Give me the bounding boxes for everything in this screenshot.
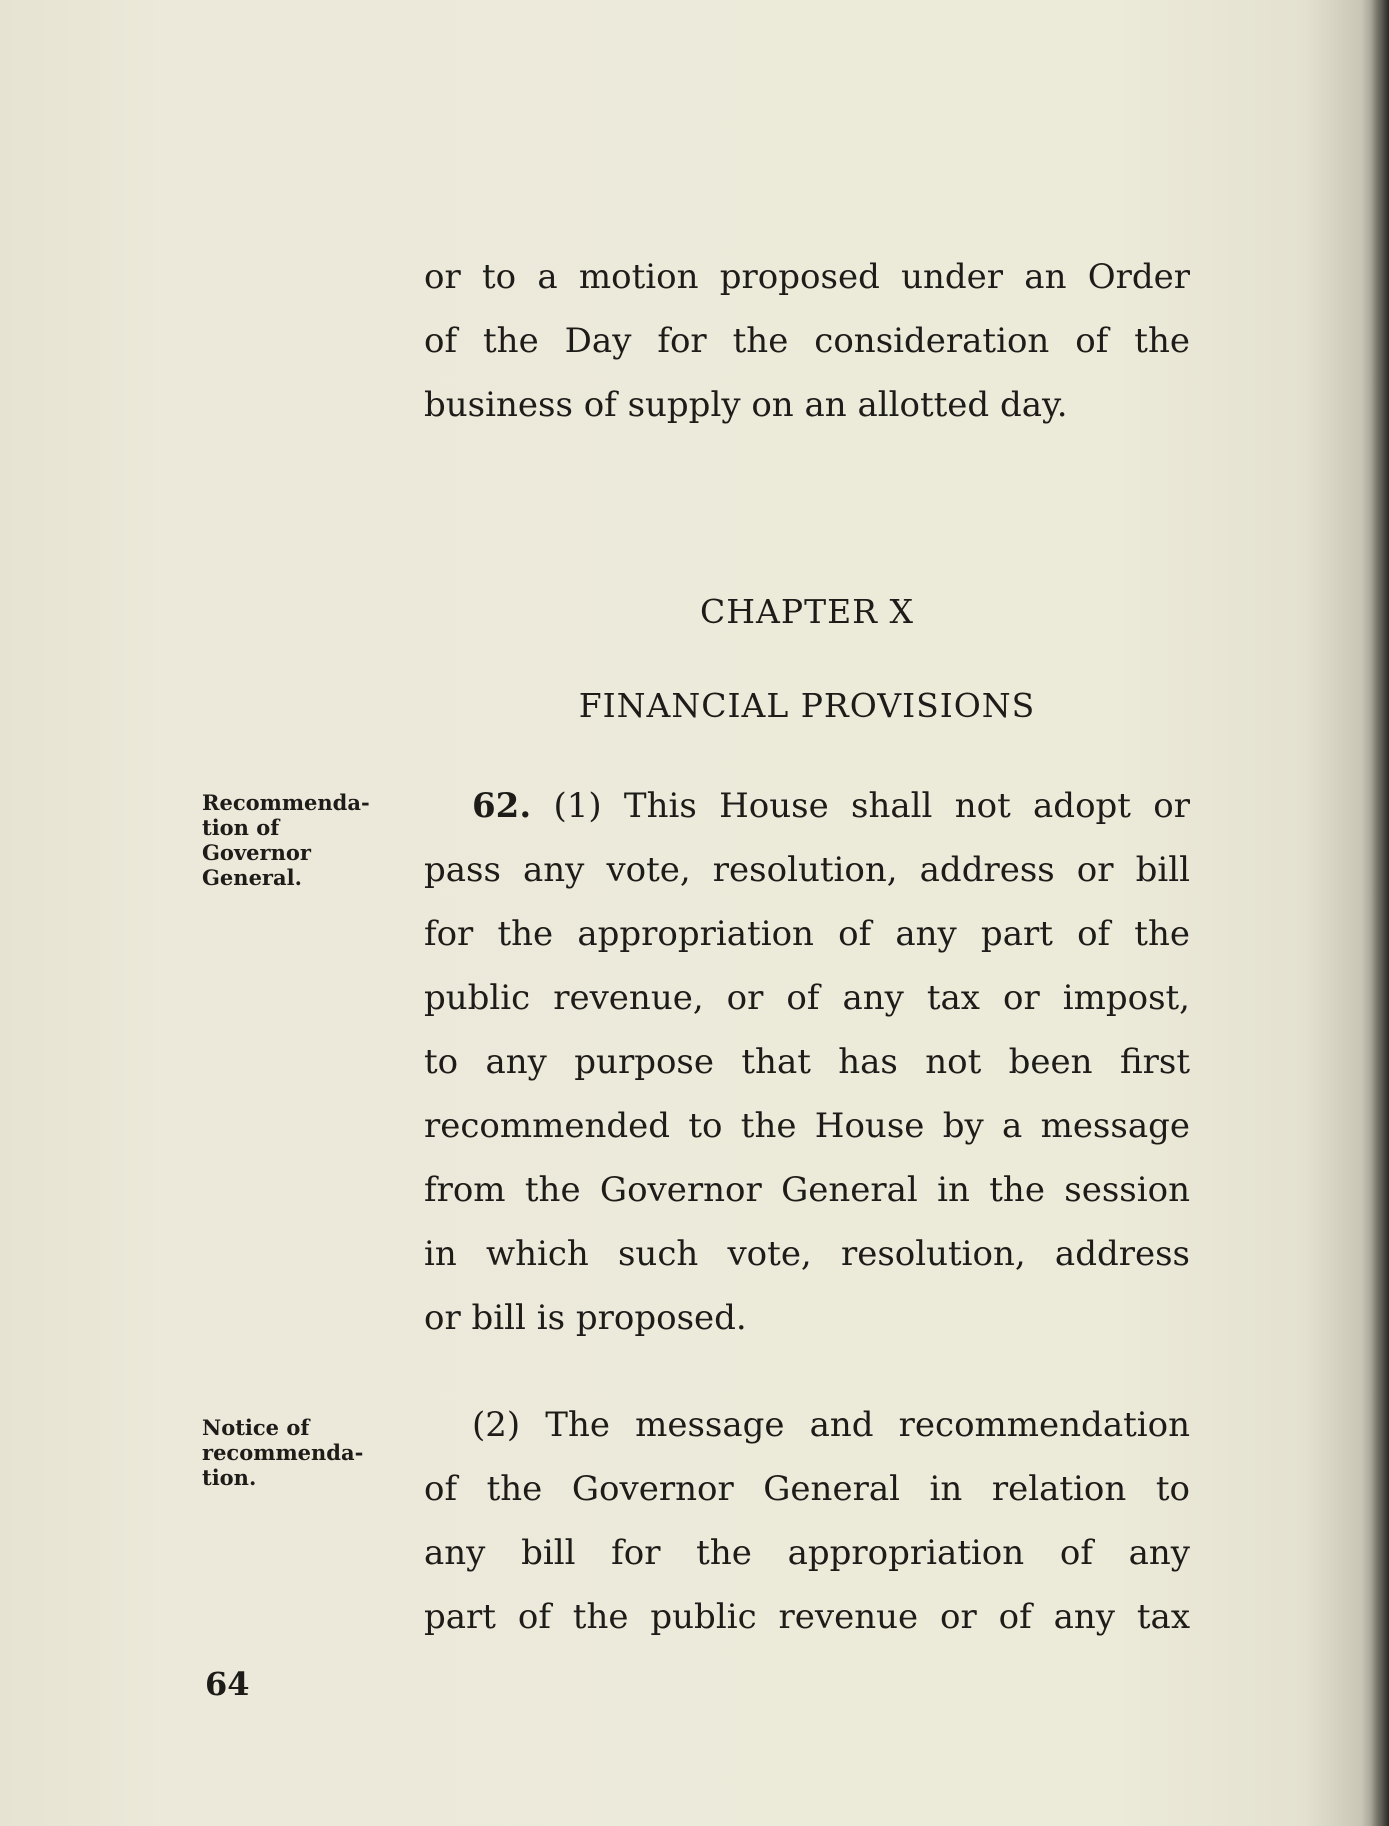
subsection-2-line: of the Governor General in relation to — [424, 1469, 1190, 1509]
margin-note-recommendation — [202, 790, 402, 890]
continuation-line: or to a motion proposed under an Order — [424, 257, 1190, 297]
subsection-2-first-line — [424, 1393, 1190, 1457]
subsection-2-paragraph — [424, 1393, 1190, 1649]
margin-note-line: tion of — [202, 815, 280, 840]
margin-note-line: Notice of — [202, 1415, 310, 1440]
section-62-line: for the appropriation of any part of the — [424, 914, 1190, 954]
section-62-last-line — [424, 1286, 1190, 1350]
margin-note-line: Governor — [202, 840, 311, 865]
section-62-line: (1) This House shall not adopt or — [553, 786, 1190, 826]
margin-note-line: recommenda- — [202, 1440, 364, 1465]
margin-note-line: Recommenda- — [202, 790, 370, 815]
section-number: 62. — [472, 786, 532, 826]
subsection-2-line: any bill for the appropriation of any — [424, 1533, 1190, 1573]
section-62-line: from the Governor General in the session — [424, 1170, 1190, 1210]
section-62-line: pass any vote, resolution, address or bill — [424, 850, 1190, 890]
page-edge-shadow — [1371, 0, 1389, 1826]
subsection-2-line: (2) The message and recommendation — [472, 1405, 1190, 1445]
margin-note-line: General. — [202, 865, 302, 890]
subsection-2-line: part of the public revenue or of any tax — [424, 1597, 1190, 1637]
section-62-line: to any purpose that has not been first — [424, 1042, 1190, 1082]
margin-note-notice — [202, 1415, 402, 1490]
section-62-line: in which such vote, resolution, address — [424, 1234, 1190, 1274]
continuation-line: business of supply on an allotted day. — [424, 385, 1068, 425]
page-number: 64 — [205, 1665, 250, 1703]
chapter-title: CHAPTER X — [700, 592, 914, 631]
section-62-line: or bill is proposed. — [424, 1298, 747, 1338]
section-62-line: public revenue, or of any tax or impost, — [424, 978, 1190, 1018]
continuation-paragraph — [424, 245, 1190, 373]
section-62-first-line — [424, 774, 1190, 838]
chapter-subtitle: FINANCIAL PROVISIONS — [578, 686, 1036, 725]
section-62-line: recommended to the House by a message — [424, 1106, 1190, 1146]
section-62-paragraph — [424, 774, 1190, 1286]
margin-note-line: tion. — [202, 1465, 257, 1490]
continuation-last-line — [424, 373, 1190, 437]
continuation-line: of the Day for the consideration of the — [424, 321, 1190, 361]
